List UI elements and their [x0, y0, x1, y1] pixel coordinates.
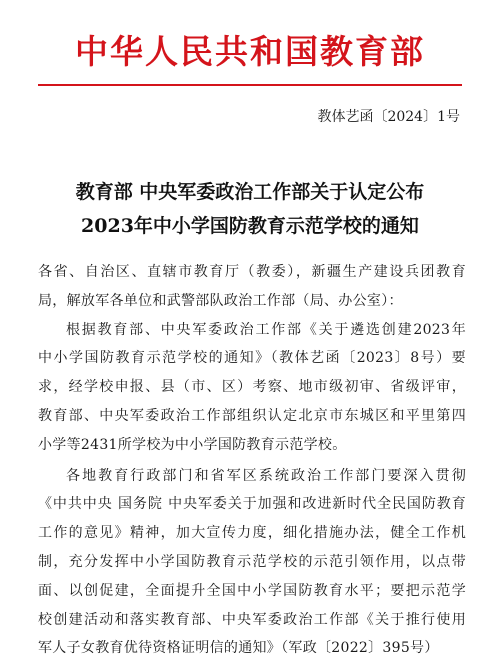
title-line-2: 2023年中小学国防教育示范学校的通知 — [81, 215, 419, 237]
document-body — [38, 258, 466, 663]
paragraph-line: 面、以创促建，全面提升全国中小学国防教育水平；要把示范学 — [38, 582, 466, 599]
paragraph-line: 求，经学校申报、县（市、区）考察、地市级初审、省级评审， — [38, 379, 466, 396]
document-title — [0, 175, 500, 243]
paragraph-line: 校创建活动和落实教育部、中央军委政治工作部《关于推行使用 — [38, 611, 466, 628]
paragraph-line: 《中共中央 国务院 中央军委关于加强和改进新时代全民国防教育 — [38, 496, 466, 513]
paragraph-line: 小学等2431所学校为中小学国防教育示范学校。 — [38, 436, 347, 453]
addressee-line: 各省、自治区、直辖市教育厅（教委），新疆生产建设兵团教育 — [38, 264, 466, 280]
issuing-authority-header: 中华人民共和国教育部 — [75, 32, 425, 71]
paragraph-line: 根据教育部、中央军委政治工作部《关于遴选创建2023年 — [66, 321, 466, 338]
header-red-rule — [38, 84, 462, 86]
paragraph-1 — [38, 316, 466, 460]
paragraph-line: 教育部、中央军委政治工作部组织认定北京市东城区和平里第四 — [38, 407, 466, 424]
paragraph-2 — [38, 462, 466, 664]
document-number: 教体艺函〔2024〕1号 — [317, 109, 460, 125]
title-line-1: 教育部 中央军委政治工作部关于认定公布 — [75, 181, 425, 203]
paragraph-line: 制，充分发挥中小学国防教育示范学校的示范引领作用，以点带 — [38, 553, 466, 570]
paragraph-line: 工作的意见》精神，加大宣传力度，细化措施办法，健全工作机 — [38, 525, 466, 542]
addressee-line: 局，解放军各单位和武警部队政治工作部（局、办公室）： — [38, 292, 403, 309]
addressee — [38, 258, 466, 316]
paragraph-line: 中小学国防教育示范学校的通知》（教体艺函〔2023〕8号）要 — [38, 350, 466, 367]
paragraph-line: 军人子女教育优待资格证明信的通知》（军政〔2022〕395号） — [38, 640, 439, 657]
paragraph-line: 各地教育行政部门和省军区系统政治工作部门要深入贯彻 — [66, 467, 466, 484]
